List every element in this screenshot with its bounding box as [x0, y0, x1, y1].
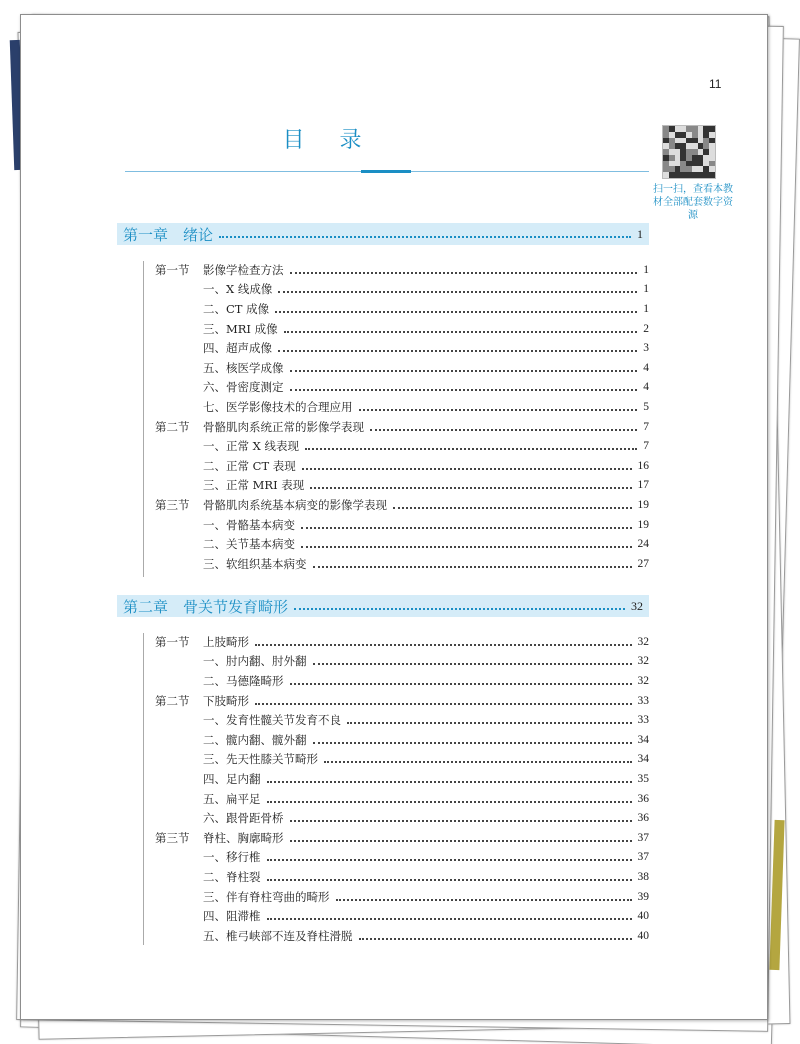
chapter-title: 第二章 骨关节发育畸形: [123, 597, 289, 616]
toc-subsection-entry[interactable]: [155, 299, 649, 319]
toc-subsection-entry[interactable]: [155, 515, 649, 535]
toc-subsection-entry[interactable]: [155, 554, 649, 574]
toc-subsection-entry[interactable]: [155, 378, 649, 398]
page-title: 目 录: [282, 128, 376, 153]
entry-title: 骨骼肌肉系统基本病变的影像学表现: [203, 497, 387, 512]
leader-dots: [313, 663, 632, 665]
entry-title: 骨骼肌肉系统正常的影像学表现: [203, 419, 364, 434]
leader-dots: [275, 311, 637, 313]
entry-title: 四、超声成像: [203, 341, 272, 356]
toc-section-entry[interactable]: [155, 495, 649, 515]
leader-dots: [219, 236, 631, 238]
entry-title: 三、伴有脊柱弯曲的畸形: [203, 889, 330, 904]
toc-subsection-entry[interactable]: [155, 319, 649, 339]
entry-title: 上肢畸形: [203, 634, 249, 649]
entry-title: 四、阻滞椎: [203, 909, 261, 924]
section-number: 第二节: [155, 693, 190, 708]
entry-title: 二、正常 CT 表现: [203, 458, 296, 473]
entry-title: 五、核医学成像: [203, 360, 284, 375]
toc-subsection-entry[interactable]: [155, 906, 649, 926]
entry-page: 19: [637, 518, 649, 531]
toc-subsection-entry[interactable]: [155, 476, 649, 496]
entry-page: 7: [643, 440, 649, 453]
leader-dots: [267, 781, 632, 783]
toc-subsection-entry[interactable]: [155, 338, 649, 358]
entry-page: 40: [637, 910, 649, 923]
leader-dots: [290, 820, 632, 822]
entry-page: 36: [637, 812, 649, 825]
entry-page: 1: [643, 263, 649, 276]
entry-page: 33: [637, 714, 649, 727]
title-divider-accent: [361, 170, 411, 173]
entry-title: 二、脊柱裂: [203, 869, 261, 884]
leader-dots: [290, 272, 638, 274]
leader-dots: [310, 487, 631, 489]
toc-subsection-entry[interactable]: [155, 848, 649, 868]
toc-subsection-entry[interactable]: [155, 789, 649, 809]
leader-dots: [267, 859, 632, 861]
page-number: 11: [709, 77, 722, 91]
entry-title: 一、肘内翻、肘外翻: [203, 654, 307, 669]
entry-page: 4: [643, 381, 649, 394]
entry-page: 32: [637, 655, 649, 668]
entry-title: 下肢畸形: [203, 693, 249, 708]
entry-page: 1: [643, 283, 649, 296]
toc-list: [155, 260, 649, 574]
leader-dots: [294, 608, 625, 610]
entry-title: 三、MRI 成像: [203, 321, 278, 336]
section-number: 第三节: [155, 830, 190, 845]
entry-page: 38: [637, 870, 649, 883]
toc-subsection-entry[interactable]: [155, 397, 649, 417]
entry-title: 三、正常 MRI 表现: [203, 478, 305, 493]
section-number: 第一节: [155, 634, 190, 649]
toc-subsection-entry[interactable]: [155, 456, 649, 476]
entry-page: 33: [637, 694, 649, 707]
toc-subsection-entry[interactable]: [155, 730, 649, 750]
section-number: 第二节: [155, 419, 190, 434]
toc-subsection-entry[interactable]: [155, 652, 649, 672]
toc-subsection-entry[interactable]: [155, 280, 649, 300]
entry-page: 35: [637, 772, 649, 785]
toc-subsection-entry[interactable]: [155, 671, 649, 691]
toc-subsection-entry[interactable]: [155, 808, 649, 828]
toc-subsection-entry[interactable]: [155, 534, 649, 554]
leader-dots: [313, 742, 632, 744]
chapter-page: 1: [637, 226, 643, 241]
leader-dots: [347, 722, 632, 724]
entry-page: 16: [637, 459, 649, 472]
leader-dots: [290, 683, 632, 685]
entry-title: 一、骨骼基本病变: [203, 517, 295, 532]
toc-section-entry[interactable]: [155, 691, 649, 711]
entry-page: 32: [637, 674, 649, 687]
leader-dots: [336, 899, 632, 901]
entry-title: 四、足内翻: [203, 771, 261, 786]
leader-dots: [284, 331, 638, 333]
entry-page: 34: [637, 753, 649, 766]
toc-section-entry[interactable]: [155, 632, 649, 652]
leader-dots: [301, 527, 632, 529]
entry-title: 一、发育性髋关节发育不良: [203, 713, 341, 728]
entry-title: 二、马德隆畸形: [203, 673, 284, 688]
leader-dots: [267, 918, 632, 920]
entry-title: 二、CT 成像: [203, 301, 270, 316]
section-number: 第三节: [155, 497, 190, 512]
toc-subsection-entry[interactable]: [155, 926, 649, 946]
leader-dots: [359, 409, 638, 411]
entry-page: 2: [643, 322, 649, 335]
toc-subsection-entry[interactable]: [155, 710, 649, 730]
entry-title: 影像学检查方法: [203, 262, 284, 277]
toc-subsection-entry[interactable]: [155, 867, 649, 887]
qr-code-icon[interactable]: [662, 125, 716, 179]
entry-title: 二、关节基本病变: [203, 537, 295, 552]
entry-title: 三、软组织基本病变: [203, 556, 307, 571]
leader-dots: [278, 350, 637, 352]
leader-dots: [290, 370, 638, 372]
leader-dots: [302, 468, 632, 470]
entry-page: 34: [637, 733, 649, 746]
leader-dots: [301, 546, 632, 548]
entry-title: 五、扁平足: [203, 791, 261, 806]
entry-page: 5: [643, 400, 649, 413]
entry-page: 24: [637, 538, 649, 551]
toc-subsection-entry[interactable]: [155, 436, 649, 456]
qr-caption: 扫一扫，查看本教材全部配套数字资源: [653, 184, 733, 221]
entry-page: 7: [643, 420, 649, 433]
toc-subsection-entry[interactable]: [155, 769, 649, 789]
entry-title: 五、椎弓峡部不连及脊柱滑脱: [203, 928, 353, 943]
entry-page: 4: [643, 361, 649, 374]
entry-title: 六、跟骨距骨桥: [203, 811, 284, 826]
entry-page: 39: [637, 890, 649, 903]
entry-title: 一、移行椎: [203, 850, 261, 865]
entry-title: 二、髋内翻、髋外翻: [203, 732, 307, 747]
entry-title: 一、X 线成像: [203, 282, 273, 297]
leader-dots: [324, 761, 632, 763]
leader-dots: [255, 644, 632, 646]
leader-dots: [290, 389, 638, 391]
toc-subsection-entry[interactable]: [155, 358, 649, 378]
leader-dots: [255, 703, 632, 705]
entry-page: 32: [637, 635, 649, 648]
toc-section-entry[interactable]: [155, 828, 649, 848]
toc-section-entry[interactable]: [155, 417, 649, 437]
entry-page: 1: [643, 302, 649, 315]
toc-list: [155, 632, 649, 946]
entry-page: 37: [637, 831, 649, 844]
entry-page: 36: [637, 792, 649, 805]
entry-title: 三、先天性膝关节畸形: [203, 752, 318, 767]
leader-dots: [370, 429, 637, 431]
toc-subsection-entry[interactable]: [155, 750, 649, 770]
entry-page: 19: [637, 498, 649, 511]
leader-dots: [267, 801, 632, 803]
toc-section-entry[interactable]: [155, 260, 649, 280]
section-guide-line: [143, 633, 144, 945]
leader-dots: [313, 566, 632, 568]
entry-title: 六、骨密度测定: [203, 380, 284, 395]
leader-dots: [359, 938, 632, 940]
entry-title: 七、医学影像技术的合理应用: [203, 399, 353, 414]
leader-dots: [290, 840, 632, 842]
entry-title: 一、正常 X 线表现: [203, 439, 299, 454]
leader-dots: [305, 448, 637, 450]
leader-dots: [393, 507, 632, 509]
entry-page: 40: [637, 929, 649, 942]
chapter-heading[interactable]: [117, 223, 649, 245]
entry-page: 17: [637, 479, 649, 492]
entry-title: 脊柱、胸廓畸形: [203, 830, 284, 845]
chapter-title: 第一章 绪论: [123, 225, 214, 244]
toc-page: [20, 14, 768, 1020]
section-guide-line: [143, 261, 144, 577]
toc-subsection-entry[interactable]: [155, 887, 649, 907]
chapter-page: 32: [631, 598, 643, 613]
leader-dots: [267, 879, 632, 881]
chapter-heading[interactable]: [117, 595, 649, 617]
section-number: 第一节: [155, 262, 190, 277]
entry-page: 3: [643, 342, 649, 355]
entry-page: 27: [637, 557, 649, 570]
leader-dots: [278, 291, 637, 293]
entry-page: 37: [637, 851, 649, 864]
